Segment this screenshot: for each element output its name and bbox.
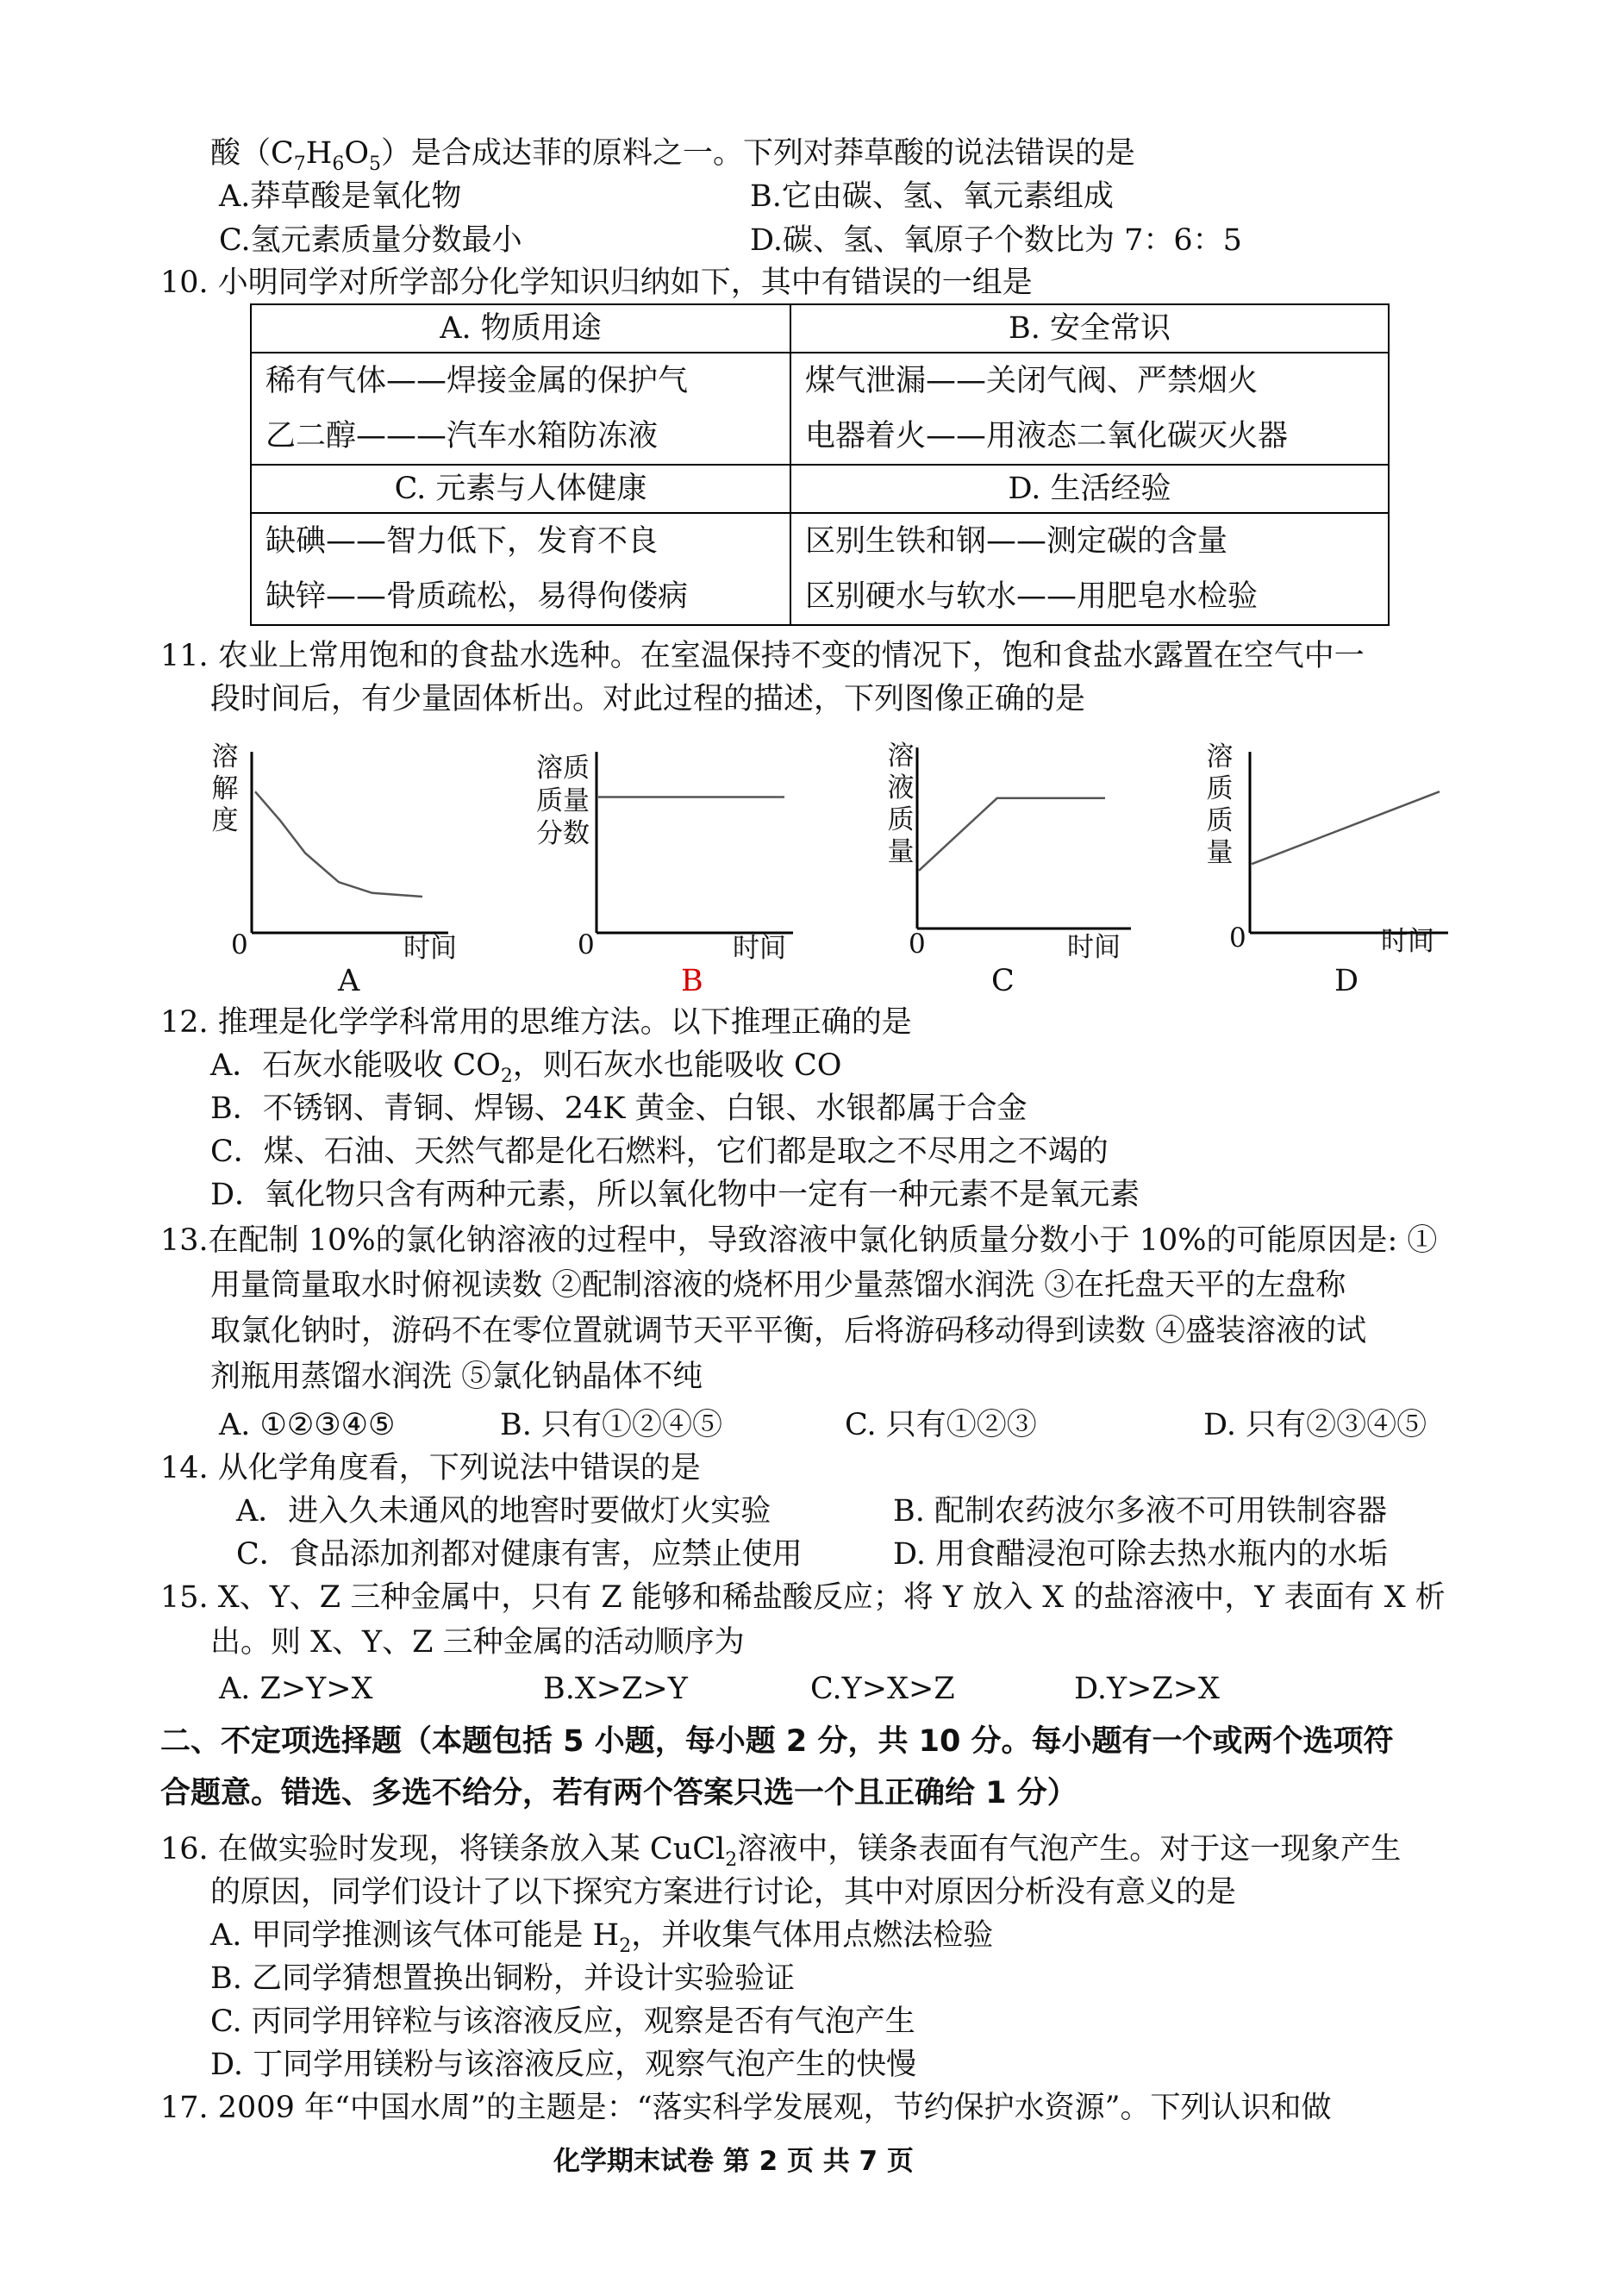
graph-c-xlabel: 时间	[1067, 932, 1121, 963]
q9-stem: 酸$(C_7H_6O_5)$是合成达菲的原料之一。下列对莽草酸的说法错误的是	[210, 136, 1136, 175]
graph-b-option: B	[681, 964, 703, 998]
q10-head-d: D. 生活经验	[790, 465, 1389, 513]
q17-line1: 17. 2009 年“中国水周”的主题是：“落实科学发展观，节约保护水资源”。下列认识和做	[160, 2091, 1332, 2125]
q14-option-b: B. 配制农药波尔多液不可用铁制容器	[893, 1494, 1387, 1529]
q9-option-a: A.莽草酸是氧化物	[219, 179, 462, 214]
q13-option-a: A. ①②③④⑤	[219, 1408, 396, 1442]
q10-cell-c	[251, 513, 790, 625]
q10-a1: 稀有气体——焊接金属的保护气	[265, 364, 689, 398]
graph-c-option: C	[991, 964, 1015, 998]
graph-d-xlabel: 时间	[1381, 926, 1434, 957]
graph-d-curve	[1252, 791, 1440, 864]
q16-option-c: C. 丙同学用锌粒与该溶液反应，观察是否有气泡产生	[210, 2004, 915, 2039]
q10-d2: 区别硬水与软水——用肥皂水检验	[805, 579, 1259, 614]
q10-cell-d	[790, 513, 1389, 625]
q12-option-d: D．氧化物只含有两种元素，所以氧化物中一定有一种元素不是氧元素	[210, 1178, 1140, 1212]
section2-heading-line2: 合题意。错选、多选不给分，若有两个答案只选一个且正确给 1 分）	[160, 1776, 1077, 1810]
q15-option-d: D.Y>Z>X	[1074, 1672, 1220, 1706]
q12-option-a: A．石灰水能吸收 $CO_2$，则石灰水也能吸收 CO	[210, 1048, 842, 1087]
q16-option-a: A. 甲同学推测该气体可能是 $H_2$，并收集气体用点燃法检验	[210, 1918, 994, 1957]
graph-a-curve	[255, 791, 422, 897]
q14-option-c: C．食品添加剂都对健康有害，应禁止使用	[236, 1537, 803, 1572]
q13-line3: 取氯化钠时，游码不在零位置就调节天平平衡，后将游码移动得到读数 ④盛装溶液的试	[210, 1314, 1367, 1348]
q11-graph-d	[1198, 741, 1457, 974]
graph-b-origin: 0	[578, 929, 595, 960]
q9-option-c: C.氢元素质量分数最小	[219, 223, 522, 258]
graph-c-ylabel: 溶 液 质 量	[887, 741, 915, 867]
q15-line1: 15. X、Y、Z 三种金属中，只有 Z 能够和稀盐酸反应；将 Y 放入 X 的盐溶液中，Y 表面有 X 析	[160, 1580, 1446, 1615]
q11-line1: 11. 农业上常用饱和的食盐水选种。在室温保持不变的情况下，饱和食盐水露置在空气中一	[160, 639, 1365, 673]
q15-line2: 出。则 X、Y、Z 三种金属的活动顺序为	[210, 1625, 745, 1660]
q10-head-a: A. 物质用途	[251, 304, 790, 353]
graph-a-ylabel: 溶 解 度	[211, 741, 239, 836]
q14-stem: 14. 从化学角度看，下列说法中错误的是	[160, 1451, 701, 1485]
q10-c2: 缺锌——骨质疏松，易得佝偻病	[265, 579, 689, 614]
q13-option-b: B. 只有①②④⑤	[500, 1408, 722, 1442]
q13-option-c: C. 只有①②③	[845, 1408, 1037, 1442]
q10-cell-a	[251, 353, 790, 465]
q14-option-d: D. 用食醋浸泡可除去热水瓶内的水垢	[893, 1537, 1389, 1572]
q16-line1: 16. 在做实验时发现，将镁条放入某 CuCl$_2$溶液中，镁条表面有气泡产生。对于这一现象产生	[160, 1832, 1402, 1871]
graph-d-ylabel: 溶 质 质 量	[1206, 741, 1234, 868]
q11-graph-a	[207, 741, 465, 974]
q10-table	[250, 303, 1390, 626]
q9-option-b: B.它由碳、氢、氧元素组成	[750, 179, 1114, 214]
q10-b1: 煤气泄漏——关闭气阀、严禁烟火	[805, 364, 1259, 398]
q10-head-b: B. 安全常识	[790, 304, 1389, 353]
q15-option-c: C.Y>X>Z	[810, 1672, 955, 1706]
section2-heading-line1: 二、不定项选择题（本题包括 5 小题，每小题 2 分，共 10 分。每小题有一个或两个选项符	[160, 1724, 1394, 1759]
graph-a-option: A	[338, 964, 360, 998]
q10-cell-b	[790, 353, 1389, 465]
q13-line2: 用量筒量取水时俯视读数 ②配制溶液的烧杯用少量蒸馏水润洗 ③在托盘天平的左盘称	[210, 1268, 1346, 1303]
q15-option-b: B.X>Z>Y	[543, 1672, 688, 1706]
q14-option-a: A．进入久未通风的地窖时要做灯火实验	[236, 1494, 771, 1529]
q15-option-a: A. Z>Y>X	[219, 1672, 373, 1706]
page-footer: 化学期末试卷 第 2 页 共 7 页	[553, 2146, 914, 2177]
q10-c1: 缺碘——智力低下，发育不良	[265, 524, 659, 559]
q11-graph-c	[872, 737, 1140, 974]
graph-d-option: D	[1334, 964, 1359, 998]
q10-stem: 10. 小明同学对所学部分化学知识归纳如下，其中有错误的一组是	[160, 266, 1033, 300]
q11-graph-b	[526, 741, 802, 974]
q9-option-d: D.碳、氢、氧原子个数比为 7：6：5	[750, 223, 1242, 258]
graph-a-origin: 0	[231, 929, 248, 960]
q10-d1: 区别生铁和钢——测定碳的含量	[805, 524, 1228, 559]
q10-b2: 电器着火——用液态二氧化碳灭火器	[805, 419, 1289, 453]
q11-line2: 段时间后，有少量固体析出。对此过程的描述，下列图像正确的是	[210, 682, 1086, 716]
graph-c-origin: 0	[909, 929, 926, 960]
q16-line2: 的原因，同学们设计了以下探究方案进行讨论，其中对原因分析没有意义的是	[210, 1875, 1237, 1910]
q13-option-d: D. 只有②③④⑤	[1203, 1408, 1427, 1442]
graph-b-ylabel: 溶质 质量 分数	[536, 753, 590, 849]
q12-option-b: B．不锈钢、青铜、焊锡、24K 黄金、白银、水银都属于合金	[210, 1091, 1027, 1126]
q16-option-b: B. 乙同学猜想置换出铜粉，并设计实验验证	[210, 1961, 795, 1996]
graph-c-curve	[919, 798, 1105, 871]
q12-stem: 12. 推理是化学学科常用的思维方法。以下推理正确的是	[160, 1005, 912, 1040]
q13-line4: 剂瓶用蒸馏水润洗 ⑤氯化钠晶体不纯	[210, 1360, 703, 1394]
graph-b-xlabel: 时间	[733, 933, 786, 964]
graph-a-xlabel: 时间	[403, 933, 457, 964]
q10-a2: 乙二醇———汽车水箱防冻液	[265, 419, 659, 453]
q13-line1: 13.在配制 10%的氯化钠溶液的过程中，导致溶液中氯化钠质量分数小于 10%的可能原因是: ①	[160, 1223, 1438, 1258]
q12-option-c: C．煤、石油、天然气都是化石燃料，它们都是取之不尽用之不竭的	[210, 1135, 1109, 1169]
q10-head-c: C. 元素与人体健康	[251, 465, 790, 513]
q16-option-d: D. 丁同学用镁粉与该溶液反应，观察气泡产生的快慢	[210, 2048, 917, 2082]
graph-d-origin: 0	[1229, 922, 1246, 954]
